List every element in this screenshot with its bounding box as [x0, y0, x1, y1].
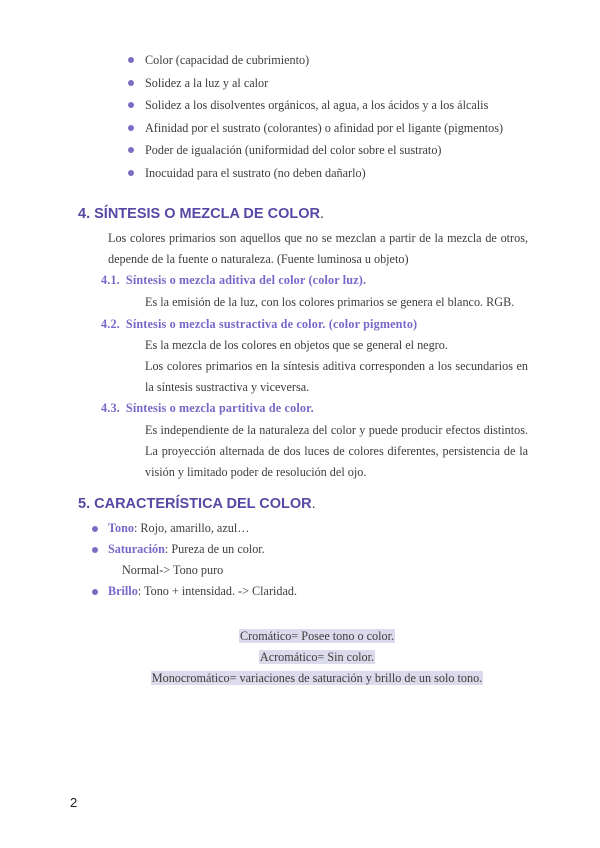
bullet-icon: [92, 526, 98, 532]
subsection-4-1-heading: 4.1. Síntesis o mezcla aditiva del color (color luz).: [101, 273, 367, 287]
bullet-icon: [128, 80, 134, 86]
subsection-4-3-heading: 4.3. Síntesis o mezcla partitiva de color.: [101, 401, 314, 415]
list-item: Solidez a la luz y al calor: [128, 72, 503, 95]
note-chromatic: Cromático= Posee tono o color.: [239, 629, 395, 643]
section-4-intro: Los colores primarios son aquellos que no se mezclan a partir de la mezcla de otros, depende de la fuente o naturaleza. (Fuente luminosa u objeto): [108, 231, 528, 266]
saturation-note: Normal-> Tono puro: [122, 563, 224, 577]
subsection-4-2-text-2: Los colores primarios en la síntesis aditiva corresponden a los secundarios en la síntesis sustractiva y viceversa.: [145, 359, 528, 394]
note-achromatic: Acromático= Sin color.: [259, 650, 375, 664]
note-monochromatic: Monocromático= variaciones de saturación y brillo de un solo tono.: [151, 671, 483, 685]
bullet-icon: [92, 547, 98, 553]
list-item: Brillo: Tono + intensidad. -> Claridad.: [92, 581, 297, 602]
list-item: Afinidad por el sustrato (colorantes) o afinidad por el ligante (pigmentos): [128, 117, 503, 140]
bullet-icon: [128, 170, 134, 176]
page-number: 2: [70, 795, 78, 810]
bullet-icon: [128, 147, 134, 153]
list-item: Tono: Rojo, amarillo, azul…: [92, 518, 297, 539]
subsection-4-3-text: Es independiente de la naturaleza del color y puede producir efectos distintos. La proyección alternada de dos luces de colores diferentes, persistencia de la visión y limitado poder de resolución del ojo.: [145, 423, 528, 479]
list-item: Poder de igualación (uniformidad del color sobre el sustrato): [128, 139, 503, 162]
properties-list: [128, 49, 503, 185]
list-item: Inocuidad para el sustrato (no deben dañarlo): [128, 162, 503, 185]
characteristics-list: [92, 518, 297, 602]
subsection-4-2-heading: 4.2. Síntesis o mezcla sustractiva de color. (color pigmento): [101, 317, 418, 331]
subsection-4-2-text-1: Es la mezcla de los colores en objetos que se general el negro.: [145, 338, 448, 352]
subsection-4-1-text: Es la emisión de la luz, con los colores primarios se genera el blanco. RGB.: [145, 295, 515, 309]
bullet-icon: [92, 589, 98, 595]
list-item: Color (capacidad de cubrimiento): [128, 49, 503, 72]
section-4-heading: 4. SÍNTESIS O MEZCLA DE COLOR.: [78, 206, 324, 222]
bullet-icon: [128, 125, 134, 131]
list-item: Saturación: Pureza de un color.: [92, 539, 297, 560]
list-item: Solidez a los disolventes orgánicos, al agua, a los ácidos y a los álcalis: [128, 94, 503, 117]
section-5-heading: 5. CARACTERÍSTICA DEL COLOR.: [78, 496, 316, 512]
bullet-icon: [128, 57, 134, 63]
bullet-icon: [128, 102, 134, 108]
